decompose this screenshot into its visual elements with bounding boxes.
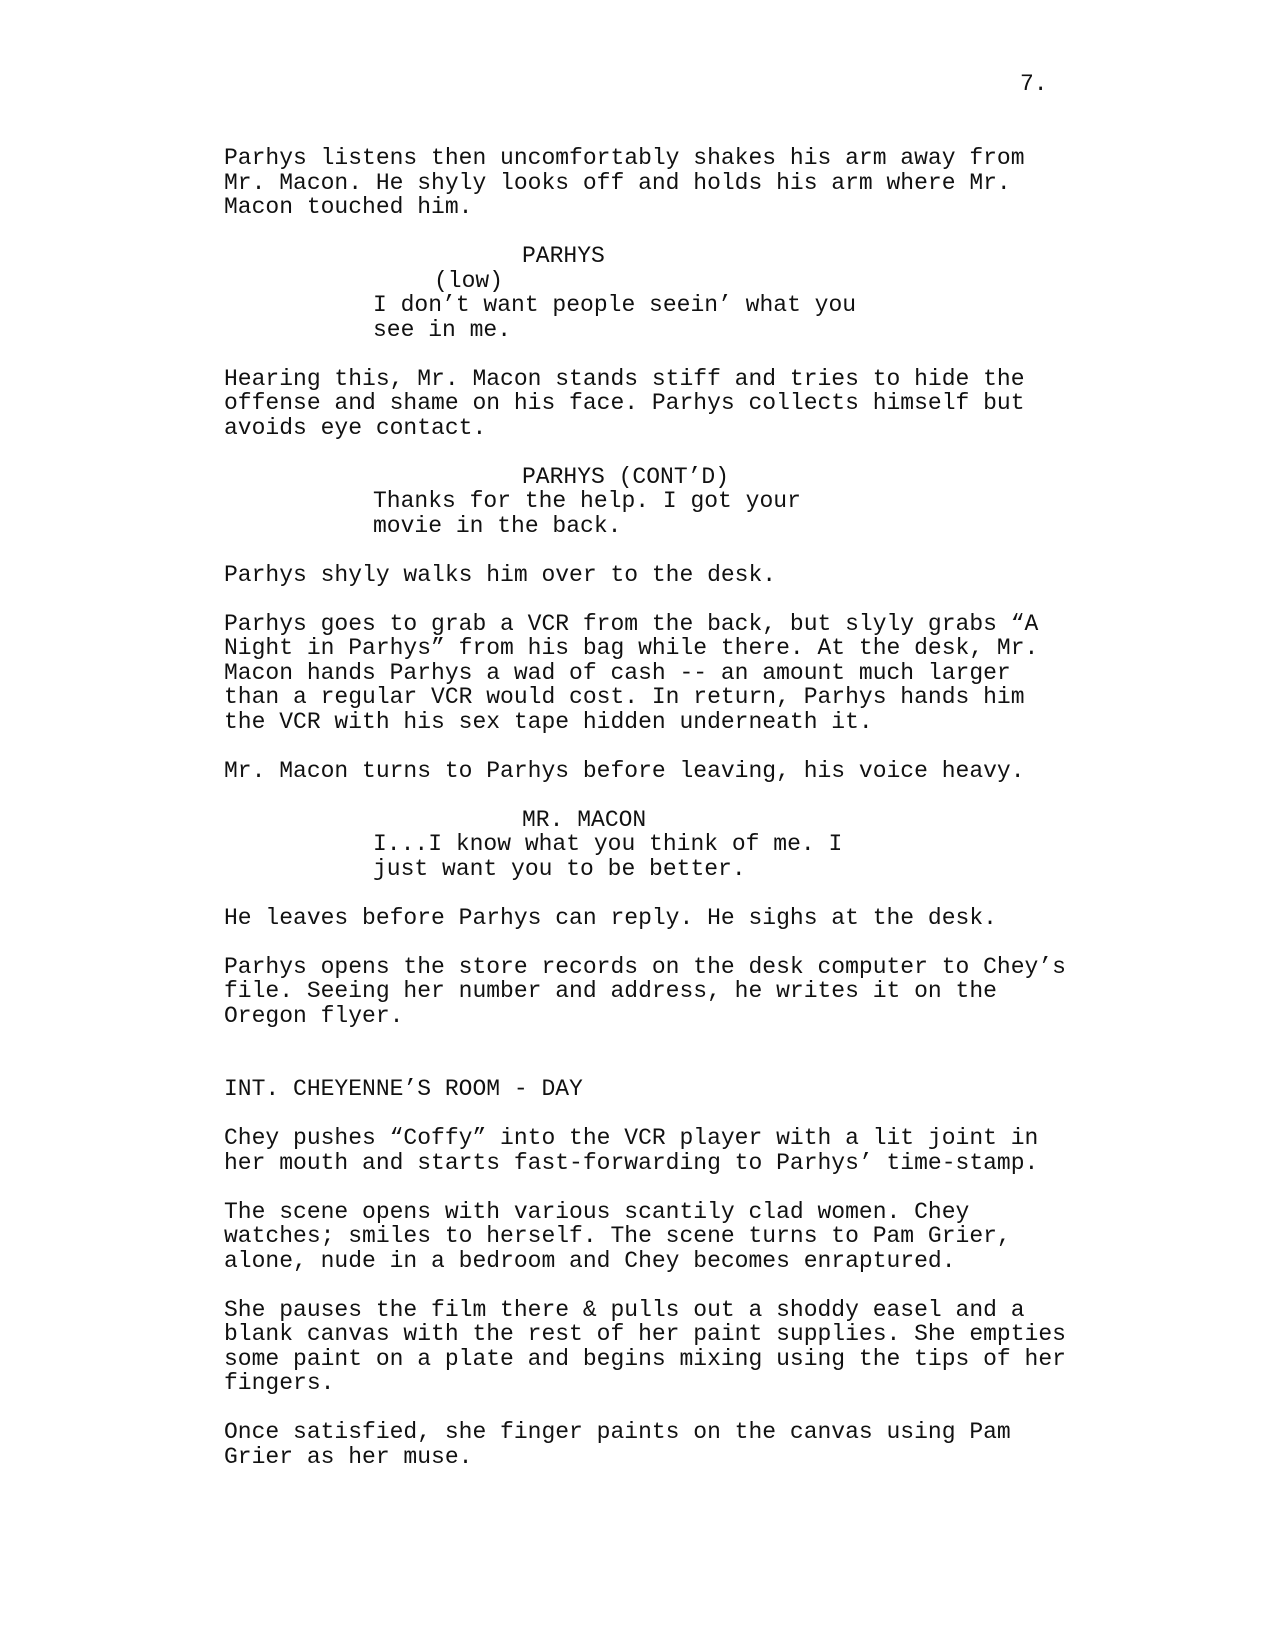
- action-line: Once satisfied, she finger paints on the canvas using Pam Grier as her muse.: [224, 1419, 1011, 1470]
- dialogue-block: [224, 244, 1124, 342]
- action-line: Parhys opens the store records on the desk computer to Chey’s file. Seeing her number and address, he writes it on the Oregon flyer.: [224, 953, 1066, 1029]
- scene-heading: INT. CHEYENNE’S ROOM - DAY: [224, 1076, 583, 1102]
- action-line: The scene opens with various scantily clad women. Chey watches; smiles to herself. The scene turns to Pam Grier, alone, nude in a bedroom and Chey becomes enraptured.: [224, 1198, 1011, 1274]
- dialogue-block: [224, 808, 1124, 882]
- character-name: PARHYS (CONT’D): [522, 463, 730, 490]
- action-line: Parhys goes to grab a VCR from the back, but slyly grabs “A Night in Parhys” from his bag while there. At the desk, Mr. Macon hands Parhys a wad of cash -- an amount much larger than a regular VCR would cost. In return, Parhys hands him the VCR with his sex tape hidden underneath it.: [224, 610, 1039, 735]
- dialogue-text: I...I know what you think of me. I just want you to be better.: [373, 831, 843, 882]
- dialogue-block: [224, 465, 1124, 539]
- action-line: Parhys listens then uncomfortably shakes his arm away from Mr. Macon. He shyly looks off and holds his arm where Mr. Macon touched him.: [224, 145, 1025, 220]
- action-line: She pauses the film there & pulls out a shoddy easel and a blank canvas with the rest of her paint supplies. She empties some paint on a plate and begins mixing using the tips of her fingers.: [224, 1296, 1066, 1396]
- action-line: Hearing this, Mr. Macon stands stiff and tries to hide the offense and shame on his face. Parhys collects himself but avoids eye contact.: [224, 365, 1025, 441]
- action-line: Chey pushes “Coffy” into the VCR player with a lit joint in her mouth and starts fast-forwarding to Parhys’ time-stamp.: [224, 1125, 1039, 1176]
- character-name: PARHYS: [522, 243, 605, 269]
- action-line: Mr. Macon turns to Parhys before leaving, his voice heavy.: [224, 757, 1025, 784]
- script-body: [224, 146, 1124, 1494]
- character-name: MR. MACON: [522, 806, 647, 833]
- page-number: 7.: [1020, 71, 1048, 97]
- action-line: Parhys shyly walks him over to the desk.: [224, 561, 777, 588]
- action-line: He leaves before Parhys can reply. He sighs at the desk.: [224, 904, 997, 931]
- parenthetical: (low): [434, 267, 504, 294]
- dialogue-text: I don’t want people seein’ what you see in me.: [373, 292, 857, 343]
- dialogue-text: Thanks for the help. I got your movie in the back.: [373, 488, 801, 539]
